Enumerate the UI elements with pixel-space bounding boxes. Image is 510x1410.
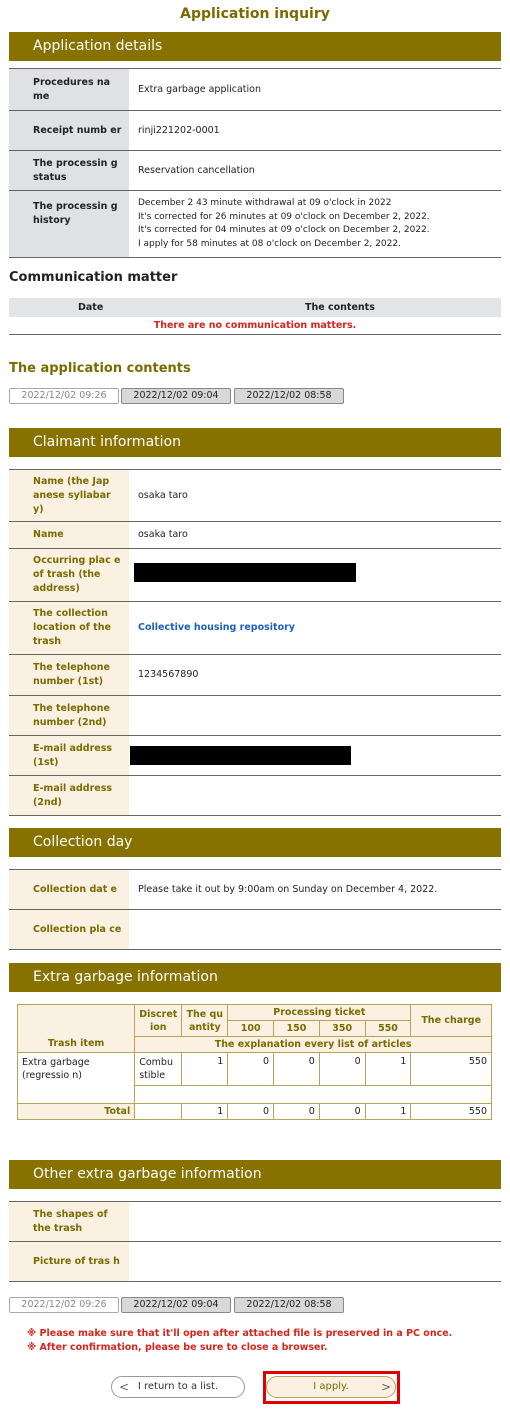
page-title: Application inquiry: [180, 6, 330, 22]
collection-label: Collection dat e: [9, 870, 129, 910]
claimant-row-address: [9, 549, 501, 602]
collection-value: Please take it out by 9:00am on Sunday on December 4, 2022.: [129, 870, 501, 910]
item-ticket-150: 0: [274, 1053, 320, 1086]
version-tab[interactable]: 2022/12/02 09:04: [121, 1297, 231, 1313]
communication-table-header: [9, 298, 501, 317]
version-tabs: [9, 388, 349, 404]
item-ticket-350: 0: [319, 1053, 365, 1086]
claimant-value: osaka taro: [129, 470, 501, 522]
claimant-row-email-1: [9, 736, 501, 776]
notice-close-browser: ※ After confirmation, please be sure to close a browser.: [27, 1342, 328, 1353]
chevron-right-icon: >: [380, 1380, 391, 1394]
claimant-label: E-mail address (2nd): [9, 776, 129, 816]
other-value: [129, 1242, 501, 1282]
collection-day-table: [9, 869, 501, 950]
total-ticket-150: 0: [274, 1104, 320, 1120]
column-date: Date: [78, 302, 104, 313]
header-trash-item: Trash item: [18, 1005, 135, 1053]
return-to-list-button[interactable]: [111, 1376, 245, 1398]
detail-value: rinji221202-0001: [129, 111, 501, 151]
header-discretion: Discret ion: [135, 1005, 182, 1037]
total-ticket-550: 1: [365, 1104, 411, 1120]
detail-label: Receipt numb er: [9, 111, 129, 151]
claimant-row-name-kana: [9, 470, 501, 522]
header-ticket-100: 100: [228, 1021, 274, 1037]
item-charge: 550: [411, 1053, 492, 1086]
other-value: [129, 1202, 501, 1242]
header-ticket-350: 350: [319, 1021, 365, 1037]
collection-value: [129, 910, 501, 950]
claimant-value: [129, 696, 501, 736]
claimant-value: [129, 776, 501, 816]
redacted-email: [130, 746, 351, 765]
other-label: Picture of tras h: [9, 1242, 129, 1282]
apply-button-label: I apply.: [313, 1381, 349, 1392]
claimant-row-collection-location: [9, 602, 501, 655]
version-tab[interactable]: 2022/12/02 08:58: [234, 1297, 344, 1313]
other-extra-table: [9, 1201, 501, 1282]
detail-label: The processin g history: [9, 191, 129, 258]
redacted-address: [134, 563, 356, 582]
chevron-left-icon: <: [119, 1380, 130, 1394]
claimant-label: E-mail address (1st): [9, 736, 129, 776]
total-quantity: 1: [182, 1104, 228, 1120]
trash-item-name: Extra garbage (regressio n): [18, 1053, 135, 1104]
claimant-row-email-2: [9, 776, 501, 816]
claimant-label: The collection location of the trash: [9, 602, 129, 655]
detail-row-procedure-name: [9, 69, 501, 111]
total-charge: 550: [411, 1104, 492, 1120]
total-label: Total: [18, 1104, 135, 1120]
processing-history-text: December 2 43 minute withdrawal at 09 o'clock in 2022 It's corrected for 26 minutes at 09 o'clock on December 2, 2022. It's corrected for 04 minutes at 09 o'clock on December 2, 2022. I apply for 58 minutes at 08 o'clock on December 2, 2022.: [129, 191, 501, 258]
detail-row-processing-history: [9, 191, 501, 258]
claimant-row-telephone-1: [9, 655, 501, 696]
claimant-label: Name (the Jap anese syllabar y): [9, 470, 129, 522]
claimant-label: Occurring plac e of trash (the address): [9, 549, 129, 602]
collection-label: Collection pla ce: [9, 910, 129, 950]
collection-place-row: [9, 910, 501, 950]
extra-garbage-table: [17, 1004, 492, 1120]
table-row: [18, 1053, 492, 1086]
header-processing-ticket: Processing ticket: [228, 1005, 411, 1021]
table-row-total: [18, 1104, 492, 1120]
no-communication-message: There are no communication matters.: [9, 317, 501, 335]
other-label: The shapes of the trash: [9, 1202, 129, 1242]
claimant-label: Name: [9, 522, 129, 549]
application-contents-heading: The application contents: [9, 361, 191, 376]
claimant-label: The telephone number (2nd): [9, 696, 129, 736]
header-charge: The charge: [411, 1005, 492, 1037]
claimant-heading: Claimant information: [9, 428, 501, 457]
apply-highlight-frame: [263, 1371, 400, 1404]
item-ticket-100: 0: [228, 1053, 274, 1086]
header-ticket-150: 150: [274, 1021, 320, 1037]
claimant-label: The telephone number (1st): [9, 655, 129, 696]
return-button-label: I return to a list.: [137, 1381, 219, 1392]
column-contents: The contents: [305, 302, 375, 313]
header-quantity: The qu antity: [182, 1005, 228, 1037]
trash-shape-row: [9, 1202, 501, 1242]
claimant-table: [9, 469, 501, 816]
collection-day-heading: Collection day: [9, 828, 501, 857]
version-tab[interactable]: 2022/12/02 09:26: [9, 388, 119, 404]
version-tab[interactable]: 2022/12/02 09:26: [9, 1297, 119, 1313]
total-ticket-350: 0: [319, 1104, 365, 1120]
claimant-value: 1234567890: [129, 655, 501, 696]
detail-label: Procedures na me: [9, 69, 129, 111]
application-details-heading: Application details: [9, 32, 501, 61]
detail-label: The processin g status: [9, 151, 129, 191]
claimant-row-name: [9, 522, 501, 549]
header-explanation: The explanation every list of articles: [135, 1037, 492, 1053]
version-tab[interactable]: 2022/12/02 08:58: [234, 388, 344, 404]
item-quantity: 1: [182, 1053, 228, 1086]
application-details-table: [9, 68, 501, 258]
version-tab[interactable]: 2022/12/02 09:04: [121, 388, 231, 404]
total-ticket-100: 0: [228, 1104, 274, 1120]
item-discretion: Combu stible: [135, 1053, 182, 1086]
notice-attached-file: ※ Please make sure that it'll open after attached file is preserved in a PC once.: [27, 1328, 453, 1339]
item-ticket-550: 1: [365, 1053, 411, 1086]
communication-heading: Communication matter: [9, 270, 178, 285]
extra-garbage-heading: Extra garbage information: [9, 963, 501, 992]
claimant-value: osaka taro: [129, 522, 501, 549]
item-explanation: [135, 1086, 492, 1104]
header-ticket-550: 550: [365, 1021, 411, 1037]
detail-row-receipt-number: [9, 111, 501, 151]
detail-value: Reservation cancellation: [129, 151, 501, 191]
version-tabs-bottom: [9, 1297, 349, 1313]
other-extra-heading: Other extra garbage information: [9, 1160, 501, 1189]
detail-value: Extra garbage application: [129, 69, 501, 111]
detail-row-processing-status: [9, 151, 501, 191]
claimant-row-telephone-2: [9, 696, 501, 736]
trash-picture-row: [9, 1242, 501, 1282]
collection-location-link[interactable]: Collective housing repository: [129, 602, 501, 655]
collection-date-row: [9, 870, 501, 910]
